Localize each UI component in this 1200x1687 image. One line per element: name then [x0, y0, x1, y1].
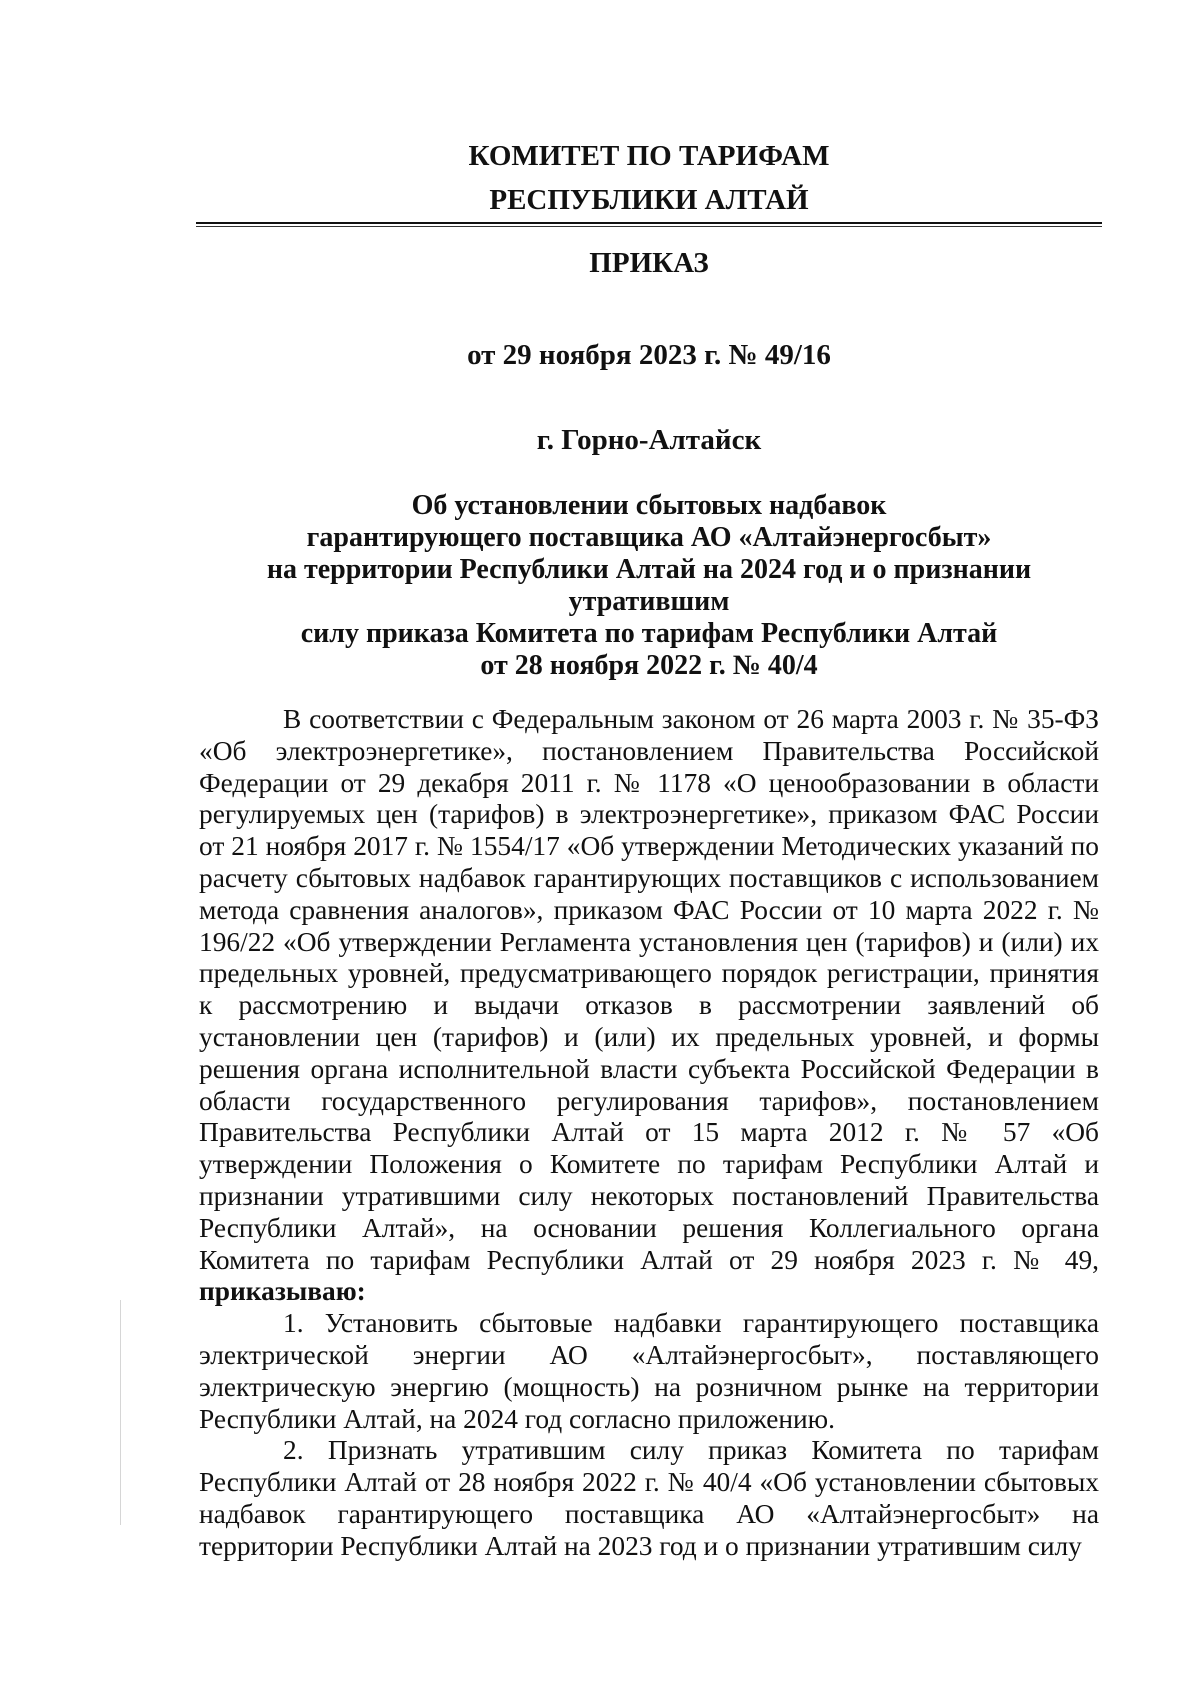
order-body [199, 704, 1099, 1563]
order-city: г. Горно-Алтайск [536, 424, 762, 456]
order-title-line: на территории Республики Алтай на 2024 год и о признании утратившим [266, 554, 1032, 617]
scan-margin-mark [120, 1300, 121, 1525]
org-name-line2: РЕСПУБЛИКИ АЛТАЙ [489, 184, 809, 216]
order-title-line: гарантирующего поставщика АО «Алтайэнергосбыт» [306, 522, 992, 553]
order-title-line: силу приказа Комитета по тарифам Республики Алтай [300, 618, 998, 649]
document-type: ПРИКАЗ [589, 247, 709, 279]
order-date-number: от 29 ноября 2023 г. № 49/16 [467, 339, 831, 371]
org-name-line1: КОМИТЕТ ПО ТАРИФАМ [468, 140, 830, 172]
preamble-text: В соответствии с Федеральным законом от 26 марта 2003 г. № 35-ФЗ «Об электроэнергетике», постановлением Правительства Российской Федерации от 29 декабря 2011 г. № 1178 «О ценообразовании в области регулируемых цен (тарифов) в электроэнергетике», приказом ФАС России от 21 ноября 2017 г. № 1554/17 «Об утверждении Методических указаний по расчету сбытовых надбавок гарантирующих поставщиков с использованием метода сравнения аналогов», приказом ФАС России от 10 марта 2022 г. № 196/22 «Об утверждении Регламента установления цен (тарифов) и (или) их предельных уровней, предусматривающего порядок регистрации, принятия к рассмотрению и выдачи отказов в рассмотрении заявлений об установлении цен (тарифов) и (или) их предельных уровней, и формы решения органа исполнительной власти субъекта Российской Федерации в области государственного регулирования тарифов», постановлением Правительства Республики Алтай от 15 марта 2012 г. № 57 «Об утверждении Положения о Комитете по тарифам Республики Алтай и признании утратившими силу некоторых постановлений Правительства Республики Алтай», на основании решения Коллегиального органа Комитета по тарифам Республики Алтай от 29 ноября 2023 г. № 49, [199, 704, 1099, 1275]
preamble-paragraph [199, 704, 1099, 1308]
decree-word: приказываю: [199, 1276, 366, 1307]
order-title-line: Об установлении сбытовых надбавок [411, 490, 887, 521]
order-title-line: от 28 ноября 2022 г. № 40/4 [480, 650, 818, 681]
order-item-1: 1. Установить сбытовые надбавки гарантирующего поставщика электрической энергии АО «Алтайэнергосбыт», поставляющего электрическую энергию (мощность) на розничном рынке на территории Республики Алтай, на 2024 год согласно приложению. [199, 1308, 1099, 1434]
header-divider [196, 222, 1102, 224]
order-item-2: 2. Признать утратившим силу приказ Комитета по тарифам Республики Алтай от 28 ноября 2022 г. № 40/4 «Об установлении сбытовых надбавок гарантирующего поставщика АО «Алтайэнергосбыт» на территории Республики Алтай на 2023 год и о признании утратившим силу [199, 1435, 1099, 1561]
order-title [196, 490, 1102, 682]
header-divider-thin [196, 226, 1102, 227]
